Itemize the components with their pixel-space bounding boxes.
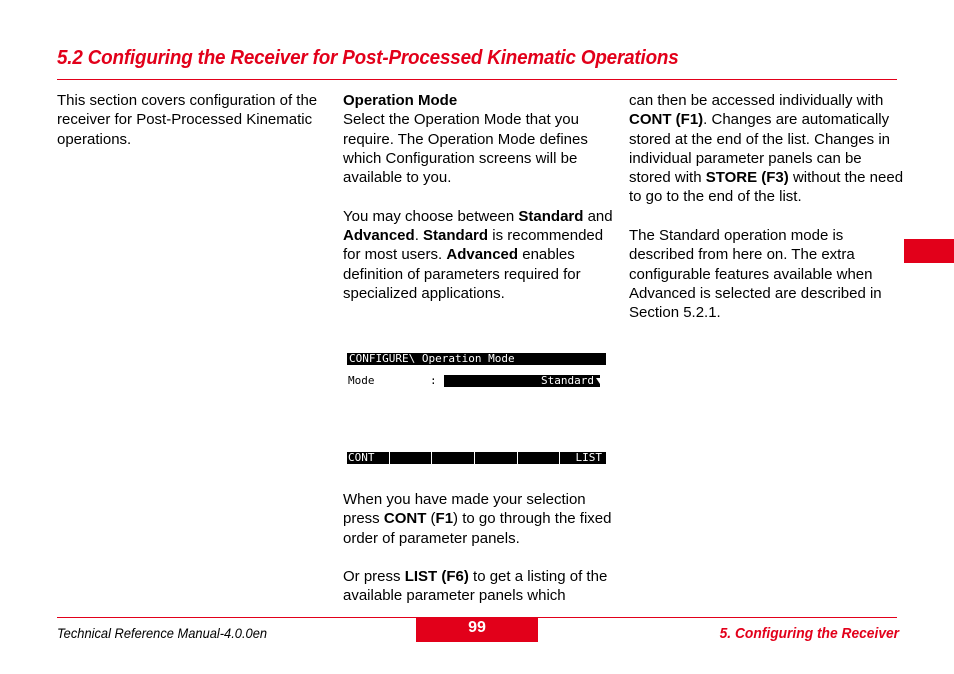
dropdown-triangle-icon bbox=[596, 378, 604, 384]
mode-select[interactable] bbox=[444, 375, 600, 387]
column-left bbox=[57, 91, 319, 149]
intro-paragraph: This section covers configuration of the receiver for Post-Processed Kinematic operations. bbox=[57, 92, 318, 148]
softkey-f4[interactable] bbox=[475, 452, 518, 464]
chapter-title: 5. Configuring the Receiver bbox=[719, 625, 899, 642]
page-number: 99 bbox=[416, 618, 538, 642]
screen-mode-row bbox=[347, 375, 606, 387]
section-heading: Operation Mode bbox=[343, 92, 458, 109]
screen-softkeys bbox=[347, 452, 606, 464]
mode-value: Standard bbox=[541, 374, 594, 387]
mode-label: Mode bbox=[348, 374, 375, 387]
list-paragraph: Or press LIST (F6) to get a listing of the available parameter panels which bbox=[343, 568, 608, 605]
softkey-f5[interactable] bbox=[518, 452, 561, 464]
softkey-f3[interactable] bbox=[432, 452, 475, 464]
store-paragraph: can then be accessed individually with CONT (F1). Changes are automatically stored at the end of the list. Changes in individual parameter panels can be stored with STORE (F3) without the need to go to the end of the list. bbox=[629, 92, 904, 206]
mode-colon: : bbox=[430, 374, 437, 387]
column-middle bbox=[343, 91, 613, 303]
softkey-f2[interactable] bbox=[390, 452, 433, 464]
screen-title-bar: CONFIGURE\ Operation Mode bbox=[347, 353, 606, 365]
column-right bbox=[629, 91, 904, 323]
title-rule bbox=[57, 79, 897, 80]
manual-title: Technical Reference Manual-4.0.0en bbox=[57, 625, 268, 641]
softkey-f1-cont[interactable]: CONT bbox=[347, 452, 390, 464]
mode-choice-paragraph: You may choose between Standard and Advanced. Standard is recommended for most users. Advanced enables definition of parameters required for specialized applications. bbox=[343, 207, 613, 302]
chapter-tab-marker bbox=[904, 239, 954, 263]
page-title: 5.2 Configuring the Receiver for Post-Processed Kinematic Operations bbox=[57, 46, 679, 69]
operation-mode-paragraph: Select the Operation Mode that you require. The Operation Mode defines which Configuration screens will be available to you. bbox=[343, 111, 588, 187]
cont-paragraph: When you have made your selection press CONT (F1) to go through the fixed order of parameter panels. bbox=[343, 491, 612, 547]
softkey-f6-list[interactable]: LIST bbox=[575, 451, 603, 464]
standard-mode-paragraph: The Standard operation mode is described from here on. The extra configurable features available when Advanced is selected are described in Section 5.2.1. bbox=[629, 227, 882, 322]
column-middle-lower bbox=[343, 490, 613, 606]
